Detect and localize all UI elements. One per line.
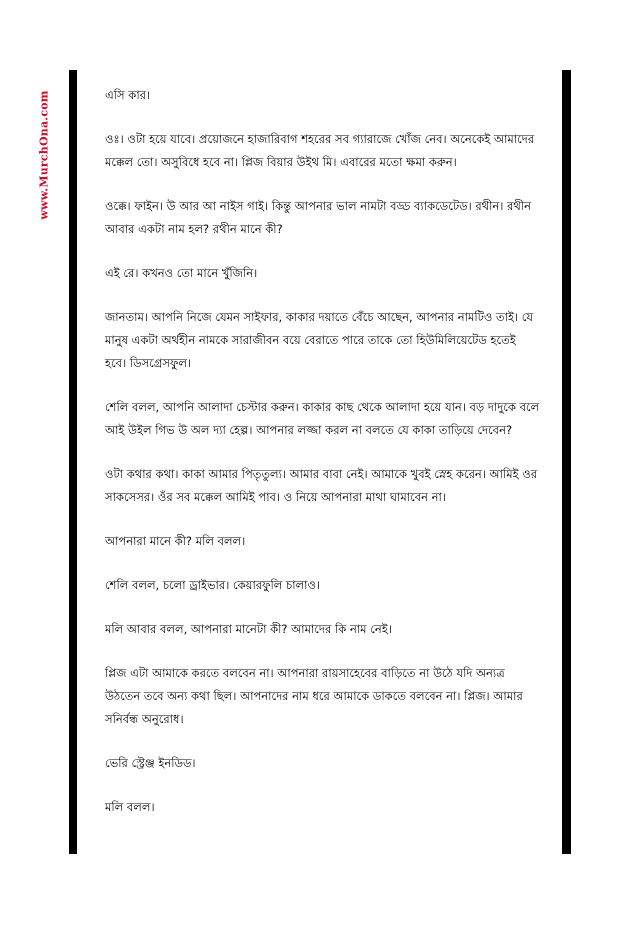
paragraph: ওক্কে। ফাইন। উ আর আ নাইস গাই। কিন্তু আপনার ভাল নামটা বড্ড ব্যাকডেটেড। রথীন। রথীন আবার একটা নাম হল? রথীন মানে কী?: [105, 199, 531, 236]
paragraph: এসি কার।: [105, 88, 151, 102]
paragraph: মলি বলল।: [105, 800, 155, 814]
right-margin-bar: [562, 70, 571, 854]
paragraph: শেলি বলল, আপনি আলাদা চেস্টার করুন। কাকার কাছ থেকে আলাদা হয়ে যান। বড় দাদুকে বলে আই উইল গিভ উ অল দ্যা হেল্প। আপনার লজ্জা করল না বলতে যে কাকা তাড়িয়ে দেবেন?: [105, 400, 540, 437]
paragraph: ওঃ। ওটা হয়ে যাবে। প্রয়োজনে হাজারিবাগ শহরের সব গ্যারাজে খোঁজ নেব। অনেকেই আমাদের মক্কেল তো। অসুবিধে হবে না। প্লিজ বিয়ার উইথ মি। এবারের মতো ক্ষমা করুন।: [105, 132, 535, 169]
paragraph: আপনারা মানে কী? মলি বলল।: [105, 534, 246, 548]
paragraph: প্লিজ এটা আমাকে করতে বলবেন না। আপনারা রায়সাহেবের বাড়িতে না উঠে যদি অন্যত্র উঠতেন তবে অন্য কথা ছিল। আপনাদের নাম ধরে আমাকে ডাকতে বলবেন না। প্লিজ। আমার সনির্বন্ধ অনুরোধ।: [105, 666, 523, 726]
watermark-text: www.MurchOna.com: [37, 90, 51, 220]
watermark: [38, 60, 50, 250]
paragraph: মলি আবার বলল, আপনারা মানেটা কী? আমাদের কি নাম নেই।: [105, 622, 392, 636]
paragraph: ভেরি স্ট্রেঞ্জ ইনডিড।: [105, 756, 196, 770]
page-body: [105, 84, 540, 840]
left-margin-bar: [69, 70, 77, 854]
paragraph: জানতাম। আপনি নিজে যেমন সাইফার, কাকার দয়াতে বেঁচে আছেন, আপনার নামটিও তাই। যে মানুষ একটা অর্থহীন নামকে সারাজীবন বয়ে বেরাতে পারে তাকে তো হিউমিলিয়েটেড হতেই হবে। ডিসগ্রেসফুল।: [105, 310, 534, 370]
paragraph: ওটা কথার কথা। কাকা আমার পিতৃতুল্য। আমার বাবা নেই। আমাকে খুবই স্নেহ করেন। আমিই ওর সাকসেসর। ওঁর সব মক্কেল আমিই পাব। ও নিয়ে আপনারা মাথা ঘামাবেন না।: [105, 467, 538, 504]
paragraph: এই রে। কখনও তো মানে খুঁজিনি।: [105, 266, 258, 280]
paragraph: শেলি বলল, চলো ড্রাইভার। কেয়ারফুলি চালাও।: [105, 578, 321, 592]
